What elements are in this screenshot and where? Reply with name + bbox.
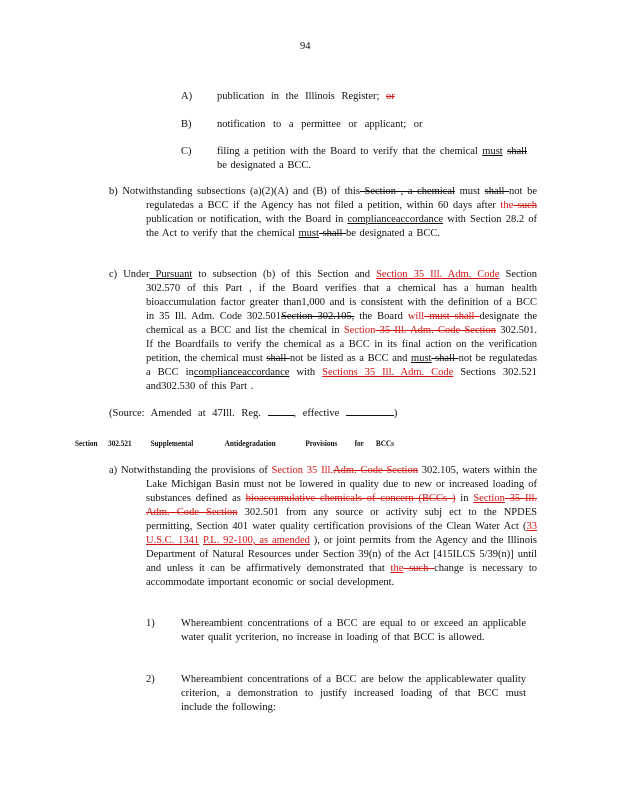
paragraph-b: b) Notwithstanding subsections (a)(2)(A) and (B) of this Section , a chemical must shall not be regulatedas a BCC if the Agency has not filed a petition, within 60 days after the such publication or notification, with the Board in complianceaccordance with Section 28.2 of the Act to verify that the chemical must shall be designated a BCC. [109, 186, 537, 239]
sub-item-2: Whereambient concentrations of a BCC are below the applicablewater quality criterion, a demonstration to justify increased loading of that BCC must include the following: [181, 674, 526, 713]
section-title-2: Antidegradation [224, 438, 276, 448]
list-label-c: C) [181, 146, 192, 157]
sub-item-1: Whereambient concentrations of a BCC are equal to or exceed an applicable water qualit ycriterion, no increase in loading of that BCC is allowed. [181, 618, 526, 643]
list-item-a-text: publication in the Illinois Register; [217, 91, 387, 102]
section-title-4: for [354, 438, 364, 448]
blank-date [346, 415, 394, 416]
list-item-a-deleted: or [386, 91, 395, 102]
section-title-3: Provisions [305, 438, 338, 448]
paragraph-c: c) Under Pursuant to subsection (b) of this Section and Section 35 Ill. Adm. Code Section 302.570 of this Part , if the Board verifies that a chemical has a human health bioaccumulation factor greater than1,000 and is consistent with the definition of a BCC in 35 Ill. Adm. Code 302.501Section 302.105, the Board will must shall designate the chemical as a BCC and list the chemical in Section 35 Ill. Adm. Code Section 302.501. If the Boardfails to verify the chemical as a BCC in its final action on the verification petition, the chemical must shall not be listed as a BCC and must shall not be regulatedas a BCC incomplianceaccordance with Sections 35 Ill. Adm. Code Sections 302.521 and302.530 of this Part . [109, 269, 538, 392]
section-title-5: BCCs [375, 438, 394, 448]
list-item-b: notification to a permittee or applicant; or [217, 119, 423, 130]
section-header [75, 436, 415, 450]
section-title-1: Supplemental [150, 438, 194, 448]
blank-reg [268, 415, 294, 416]
section-word: Section [75, 438, 98, 448]
source-note: (Source: Amended at 47Ill. Reg. , effective ) [109, 408, 398, 419]
sub-label-1: 1) [146, 618, 155, 629]
paragraph-a: a) Notwithstanding the provisions of Section 35 Ill.Adm. Code Section 302.105, waters within the Lake Michigan Basin must not be lowered in quality due to new or increased loading of substances defined as bioaccumulative chemicals of concern (BCCs ) in Section 35 Ill. Adm. Code Section 302.501 from any source or activity subj ect to the NPDES permitting, Section 401 water quality certification provisions of the Clean Water Act (33 U.S.C. 1341 P.L. 92-100, as amended ), or joint permits from the Agency and the Illinois Department of Natural Resources under Section 39(n) of the Act [415ILCS 5/39(n)] until and unless it can be affirmatively demonstrated that the such change is necessary to accommodate important economic or social development. [109, 465, 537, 588]
list-label-a: A) [181, 91, 193, 102]
section-number: 302.521 [108, 438, 132, 448]
sub-label-2: 2) [146, 674, 155, 685]
list-label-b: B) [181, 119, 192, 130]
list-item-c: filing a petition with the Board to verify that the chemical must shall be designated a BCC. [217, 146, 527, 171]
page-number: 94 [300, 41, 311, 52]
list-item-a [217, 90, 395, 104]
